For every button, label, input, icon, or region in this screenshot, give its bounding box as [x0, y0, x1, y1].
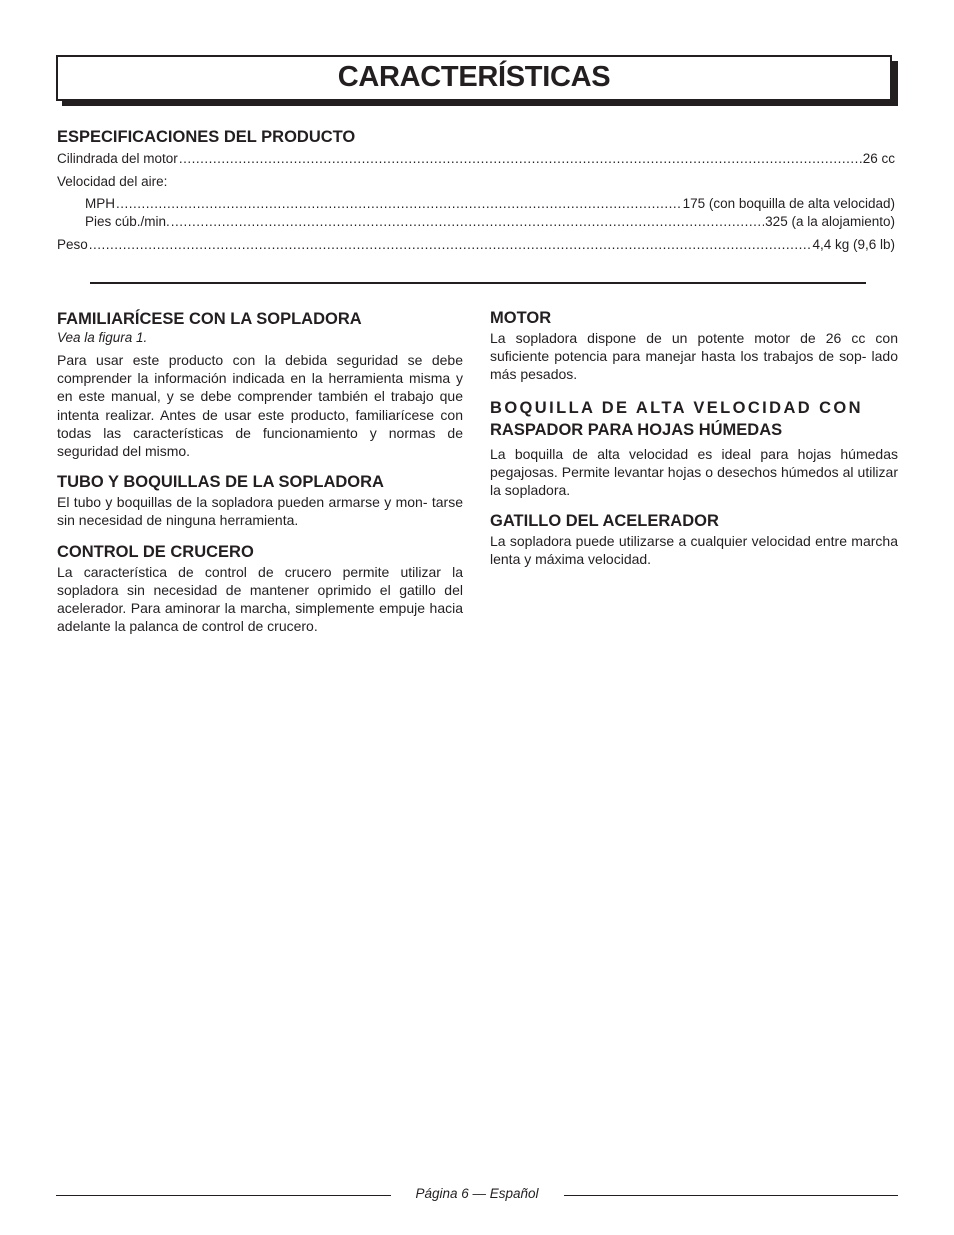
- section-heading: [490, 397, 898, 441]
- spec-label: Cilindrada del motor: [57, 151, 178, 166]
- spec-row-weight: [57, 237, 895, 252]
- section-body: Para usar este producto con la debida seguridad se debe comprender la información indicada en la herramienta misma y en este manual, y se debe comprender también el trabajo que intenta realizar. Antes de usar este producto, familiarícese con todas las características de funcionamiento y normas de seguridad del mismo.: [57, 352, 463, 460]
- section-high-speed-nozzle: [490, 397, 898, 500]
- spec-row-displacement: [57, 151, 895, 166]
- section-body: La característica de control de crucero permite utilizar la sopladora sin necesidad de mantener oprimido el gatillo del acelerador. Para aminorar la marcha, simplemente empuje hacia adelante la palanca de control de crucero.: [57, 563, 463, 635]
- leader-dots: [179, 151, 862, 166]
- figure-reference: Vea la figura 1.: [57, 330, 148, 345]
- spec-value: 175 (con boquilla de alta velocidad): [682, 196, 895, 211]
- spec-label: MPH: [85, 196, 115, 211]
- spec-value: 325 (a la alojamiento): [765, 214, 895, 229]
- spec-label: Peso: [57, 237, 88, 252]
- right-column: [490, 309, 898, 582]
- section-tube-nozzles: [57, 473, 463, 529]
- leader-dots: [89, 237, 812, 252]
- section-heading: MOTOR: [490, 309, 552, 327]
- specs-heading: ESPECIFICACIONES DEL PRODUCTO: [57, 128, 356, 146]
- leader-dots: [171, 214, 764, 229]
- title-banner: [56, 55, 892, 101]
- section-heading-line: BOQUILLA DE ALTA VELOCIDAD CON: [490, 398, 863, 417]
- left-column: [57, 310, 463, 648]
- section-motor: [490, 309, 898, 384]
- page-title: CARACTERÍSTICAS: [337, 61, 611, 93]
- spec-row-cfm: [85, 214, 895, 229]
- footer-label: Página 6 — Español: [407, 1186, 546, 1201]
- section-heading: CONTROL DE CRUCERO: [57, 542, 254, 561]
- section-divider: [90, 282, 866, 284]
- section-body: La sopladora puede utilizarse a cualquier velocidad entre marcha lenta y máxima velocidad.: [490, 533, 898, 568]
- section-body: La boquilla de alta velocidad es ideal para hojas húmedas pegajosas. Permite levantar hojas o desechos húmedos al utilizar la sopladora.: [490, 445, 898, 499]
- spec-value: 26 cc: [862, 151, 895, 166]
- page-footer: [0, 1186, 954, 1201]
- section-heading-line: RASPADOR PARA HOJAS HÚMEDAS: [490, 420, 783, 439]
- section-heading: FAMILIARÍCESE CON LA SOPLADORA: [57, 310, 362, 328]
- section-body: El tubo y boquillas de la sopladora pueden armarse y mon- tarse sin necesidad de ninguna herramienta.: [57, 494, 463, 529]
- section-heading: GATILLO DEL ACELERADOR: [490, 512, 719, 531]
- spec-label: Pies cúb./min.: [85, 214, 170, 229]
- section-cruise-control: [57, 543, 463, 636]
- spec-value: 4,4 kg (9,6 lb): [812, 237, 895, 252]
- leader-dots: [116, 196, 682, 211]
- section-throttle-trigger: [490, 512, 898, 568]
- spec-label: Velocidad del aire:: [57, 174, 168, 189]
- spec-row-air-speed: [57, 174, 167, 189]
- spec-row-mph: [85, 196, 895, 211]
- section-heading: TUBO Y BOQUILLAS DE LA SOPLADORA: [57, 473, 384, 492]
- section-body: La sopladora dispone de un potente motor de 26 cc con suficiente potencia para manejar hasta los trabajos de sop- lado más pesados.: [490, 330, 898, 383]
- section-familiarize: [57, 310, 463, 460]
